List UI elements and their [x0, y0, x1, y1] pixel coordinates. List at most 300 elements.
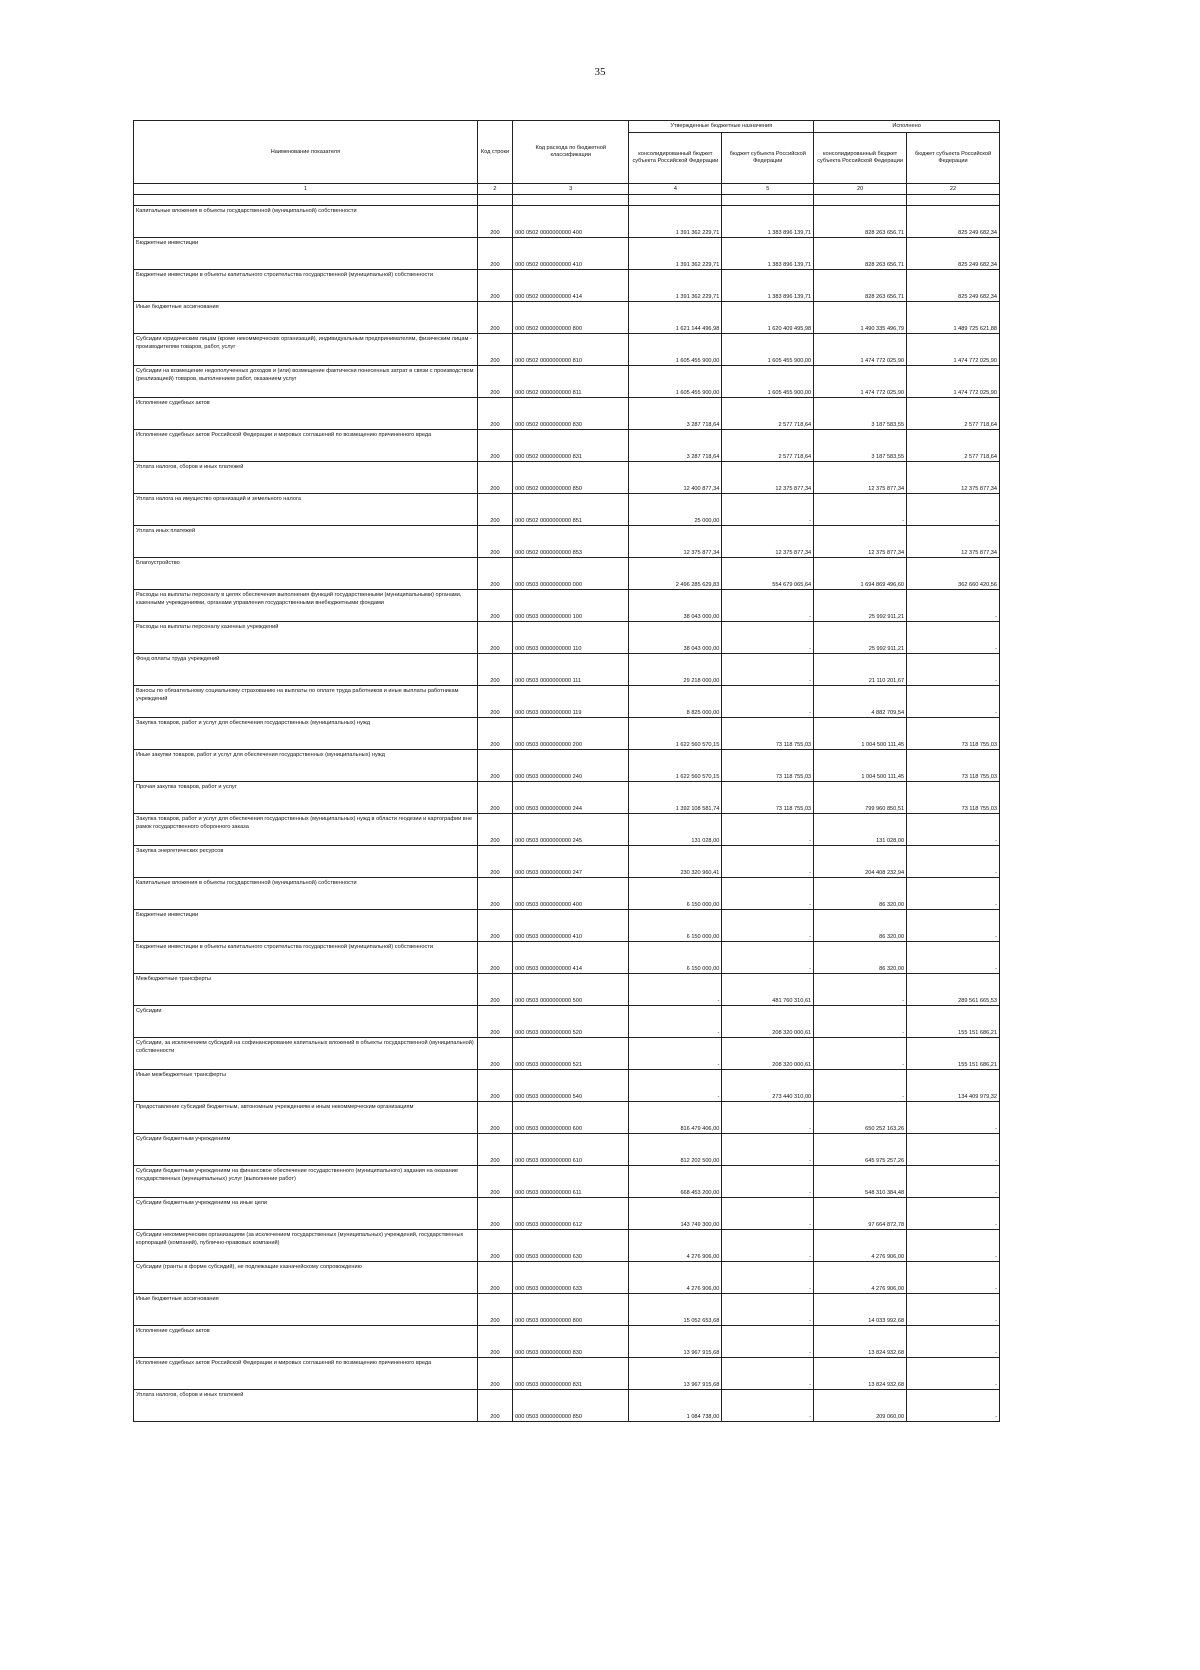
row-name: Субсидии бюджетным учреждениям на финансовое обеспечение государственного (муниципального) задания на оказание государственных (муниципальных) услуг (выполнение работ): [134, 1166, 478, 1198]
executed-consolidated-value: 86 320,00: [814, 878, 907, 910]
row-name: Субсидии (гранты в форме субсидий), не подлежащие казначейскому сопровождению: [134, 1262, 478, 1294]
row-line-code: 200: [477, 654, 512, 686]
row-budget-code: 000 0503 0000000000 611: [513, 1166, 629, 1198]
empty-value-dash: -: [995, 1190, 997, 1196]
row-line-code: 200: [477, 1390, 512, 1422]
row-name: Расходы на выплаты персоналу казенных учреждений: [134, 622, 478, 654]
header-executed-subject: бюджет субъекта Российской Федерации: [907, 133, 1000, 184]
approved-consolidated-value: 1 391 362 229,71: [629, 206, 722, 238]
row-line-code: 200: [477, 590, 512, 622]
approved-consolidated-value: 6 150 000,00: [629, 942, 722, 974]
empty-value-dash: -: [995, 1158, 997, 1164]
executed-consolidated-value: [814, 494, 907, 526]
approved-consolidated-value: 1 622 560 570,15: [629, 718, 722, 750]
row-line-code: 200: [477, 238, 512, 270]
table-row: [134, 430, 1000, 462]
executed-consolidated-value: 86 320,00: [814, 942, 907, 974]
row-line-code: 200: [477, 526, 512, 558]
empty-value-dash: -: [717, 1062, 720, 1068]
approved-subject-value: 73 118 755,03: [722, 782, 814, 814]
row-name: Уплата налогов, сборов и иных платежей: [134, 462, 478, 494]
row-line-code: 200: [477, 1198, 512, 1230]
row-line-code: 200: [477, 270, 512, 302]
row-name: Исполнение судебных актов: [134, 398, 478, 430]
row-budget-code: 000 0503 0000000000 850: [513, 1390, 629, 1422]
empty-value-dash: -: [995, 902, 997, 908]
empty-value-dash: -: [995, 1222, 997, 1228]
row-name: Бюджетные инвестиции: [134, 238, 478, 270]
empty-value-dash: -: [809, 646, 812, 652]
empty-value-dash: -: [902, 998, 905, 1004]
column-number: 2: [477, 184, 512, 195]
row-line-code: 200: [477, 814, 512, 846]
row-budget-code: 000 0503 0000000000 247: [513, 846, 629, 878]
row-name: Бюджетные инвестиции в объекты капитального строительства государственной (муниципальной) собственности: [134, 942, 478, 974]
approved-subject-value: [722, 814, 814, 846]
row-line-code: 200: [477, 1230, 512, 1262]
approved-subject-value: 554 679 065,64: [722, 558, 814, 590]
row-budget-code: 000 0503 0000000000 633: [513, 1262, 629, 1294]
executed-consolidated-value: 1 004 500 111,45: [814, 718, 907, 750]
approved-subject-value: 1 605 455 900,00: [722, 366, 814, 398]
executed-consolidated-value: 4 276 906,00: [814, 1262, 907, 1294]
empty-value-dash: -: [809, 518, 812, 524]
executed-consolidated-value: [814, 1006, 907, 1038]
row-budget-code: 000 0503 0000000000 119: [513, 686, 629, 718]
executed-subject-value: [907, 1262, 1000, 1294]
row-budget-code: 000 0503 0000000000 630: [513, 1230, 629, 1262]
table-row: [134, 334, 1000, 366]
empty-value-dash: -: [809, 1286, 812, 1292]
executed-consolidated-value: 3 187 583,55: [814, 398, 907, 430]
table-row: [134, 366, 1000, 398]
row-budget-code: 000 0503 0000000000 612: [513, 1198, 629, 1230]
empty-value-dash: -: [995, 1350, 997, 1356]
empty-value-dash: -: [995, 646, 997, 652]
row-name: Субсидии на возмещение недополученных доходов и (или) возмещение фактически понесенных затрат в связи с производством (реализацией) товаров, выполнением работ, оказанием услуг: [134, 366, 478, 398]
row-budget-code: 000 0503 0000000000 540: [513, 1070, 629, 1102]
table-body: [134, 195, 1000, 1422]
empty-value-dash: -: [809, 1350, 812, 1356]
executed-consolidated-value: 1 490 335 496,79: [814, 302, 907, 334]
row-line-code: 200: [477, 366, 512, 398]
executed-subject-value: [907, 590, 1000, 622]
approved-subject-value: 1 383 896 139,71: [722, 206, 814, 238]
approved-subject-value: 73 118 755,03: [722, 750, 814, 782]
table-row: [134, 654, 1000, 686]
row-line-code: 200: [477, 430, 512, 462]
executed-subject-value: [907, 1134, 1000, 1166]
executed-subject-value: [907, 1166, 1000, 1198]
executed-consolidated-value: 12 375 877,34: [814, 526, 907, 558]
approved-consolidated-value: [629, 1070, 722, 1102]
row-name: Иные бюджетные ассигнования: [134, 302, 478, 334]
row-name: Исполнение судебных актов Российской Федерации и мировых соглашений по возмещению причиненного вреда: [134, 430, 478, 462]
row-budget-code: 000 0502 0000000000 831: [513, 430, 629, 462]
row-line-code: 200: [477, 718, 512, 750]
table-row: [134, 750, 1000, 782]
approved-subject-value: [722, 1166, 814, 1198]
table-row: [134, 1390, 1000, 1422]
approved-consolidated-value: 3 287 718,64: [629, 398, 722, 430]
row-name: Закупка товаров, работ и услуг для обеспечения государственных (муниципальных) нужд: [134, 718, 478, 750]
empty-value-dash: -: [995, 518, 997, 524]
approved-consolidated-value: 15 052 653,68: [629, 1294, 722, 1326]
executed-subject-value: 825 249 682,34: [907, 206, 1000, 238]
table-row: [134, 974, 1000, 1006]
row-name: Субсидии юридическим лицам (кроме некоммерческих организаций), индивидуальным предпринимателям, физическим лицам - производителям товаров, работ, услуг: [134, 334, 478, 366]
table-row: [134, 1134, 1000, 1166]
row-line-code: 200: [477, 206, 512, 238]
executed-subject-value: 155 151 686,21: [907, 1038, 1000, 1070]
executed-consolidated-value: 86 320,00: [814, 910, 907, 942]
table-row: [134, 1230, 1000, 1262]
row-budget-code: 000 0503 0000000000 245: [513, 814, 629, 846]
row-line-code: 200: [477, 782, 512, 814]
executed-consolidated-value: 12 375 877,34: [814, 462, 907, 494]
row-name: Исполнение судебных актов Российской Федерации и мировых соглашений по возмещению причиненного вреда: [134, 1358, 478, 1390]
executed-consolidated-value: 131 028,00: [814, 814, 907, 846]
executed-subject-value: [907, 622, 1000, 654]
header-executed-consolidated: консолидированный бюджет субъекта Российской Федерации: [814, 133, 907, 184]
executed-subject-value: 155 151 686,21: [907, 1006, 1000, 1038]
empty-value-dash: -: [809, 870, 812, 876]
table-row: [134, 302, 1000, 334]
approved-consolidated-value: 6 150 000,00: [629, 910, 722, 942]
empty-value-dash: -: [995, 710, 997, 716]
executed-consolidated-value: 204 408 232,94: [814, 846, 907, 878]
approved-consolidated-value: 668 453 200,00: [629, 1166, 722, 1198]
executed-consolidated-value: 25 992 911,21: [814, 622, 907, 654]
executed-consolidated-value: 645 975 257,26: [814, 1134, 907, 1166]
executed-consolidated-value: 1 004 500 111,45: [814, 750, 907, 782]
table-row: [134, 398, 1000, 430]
executed-subject-value: [907, 814, 1000, 846]
approved-consolidated-value: 1 605 455 900,00: [629, 334, 722, 366]
row-line-code: 200: [477, 334, 512, 366]
row-line-code: 200: [477, 942, 512, 974]
empty-value-dash: -: [809, 1126, 812, 1132]
executed-consolidated-value: 828 263 656,71: [814, 206, 907, 238]
empty-value-dash: -: [995, 1318, 997, 1324]
executed-subject-value: [907, 942, 1000, 974]
approved-subject-value: [722, 1262, 814, 1294]
executed-consolidated-value: 25 992 911,21: [814, 590, 907, 622]
row-budget-code: 000 0503 0000000000 244: [513, 782, 629, 814]
approved-subject-value: [722, 686, 814, 718]
empty-value-dash: -: [809, 710, 812, 716]
row-budget-code: 000 0502 0000000000 851: [513, 494, 629, 526]
approved-consolidated-value: 4 276 906,00: [629, 1262, 722, 1294]
table-row: [134, 718, 1000, 750]
row-budget-code: 000 0502 0000000000 410: [513, 238, 629, 270]
row-name: Иные закупки товаров, работ и услуг для обеспечения государственных (муниципальных) нужд: [134, 750, 478, 782]
row-name: Расходы на выплаты персоналу в целях обеспечения выполнения функций государственными (муниципальными) органами, казенными учреждениями, органами управления государственными внебюджетными фондами: [134, 590, 478, 622]
approved-consolidated-value: 4 276 906,00: [629, 1230, 722, 1262]
executed-subject-value: 12 375 877,34: [907, 462, 1000, 494]
row-line-code: 200: [477, 1102, 512, 1134]
approved-subject-value: [722, 622, 814, 654]
row-budget-code: 000 0503 0000000000 831: [513, 1358, 629, 1390]
executed-consolidated-value: 828 263 656,71: [814, 238, 907, 270]
column-number: 20: [814, 184, 907, 195]
row-name: Капитальные вложения в объекты государственной (муниципальной) собственности: [134, 206, 478, 238]
approved-subject-value: [722, 654, 814, 686]
row-line-code: 200: [477, 750, 512, 782]
header-approved: Утвержденные бюджетные назначения: [629, 121, 814, 133]
row-name: Субсидии некоммерческим организациям (за исключением государственных (муниципальных) учреждений, государственных корпораций (компаний), публично-правовых компаний): [134, 1230, 478, 1262]
executed-subject-value: 1 474 772 025,90: [907, 334, 1000, 366]
row-budget-code: 000 0503 0000000000 000: [513, 558, 629, 590]
executed-subject-value: [907, 494, 1000, 526]
approved-subject-value: [722, 1198, 814, 1230]
executed-consolidated-value: 21 110 201,67: [814, 654, 907, 686]
approved-subject-value: [722, 878, 814, 910]
executed-subject-value: 825 249 682,34: [907, 238, 1000, 270]
empty-value-dash: -: [902, 1030, 905, 1036]
row-budget-code: 000 0502 0000000000 811: [513, 366, 629, 398]
row-line-code: 200: [477, 462, 512, 494]
empty-value-dash: -: [809, 1158, 812, 1164]
empty-value-dash: -: [809, 1222, 812, 1228]
row-name: Прочая закупка товаров, работ и услуг: [134, 782, 478, 814]
approved-subject-value: [722, 1390, 814, 1422]
header-budget-code: Код расхода по бюджетной классификации: [513, 121, 629, 184]
empty-value-dash: -: [995, 1414, 997, 1420]
empty-value-dash: -: [995, 614, 997, 620]
table-header: [134, 121, 1000, 195]
executed-subject-value: 362 660 420,56: [907, 558, 1000, 590]
table-row: [134, 1294, 1000, 1326]
table-row: [134, 1070, 1000, 1102]
row-budget-code: 000 0502 0000000000 853: [513, 526, 629, 558]
approved-consolidated-value: 13 967 915,68: [629, 1326, 722, 1358]
approved-consolidated-value: [629, 974, 722, 1006]
approved-consolidated-value: 1 605 455 900,00: [629, 366, 722, 398]
approved-subject-value: 73 118 755,03: [722, 718, 814, 750]
column-number: 5: [722, 184, 814, 195]
row-name: Исполнение судебных актов: [134, 1326, 478, 1358]
approved-subject-value: [722, 846, 814, 878]
column-number: 22: [907, 184, 1000, 195]
executed-consolidated-value: 209 060,00: [814, 1390, 907, 1422]
executed-subject-value: 73 118 755,03: [907, 750, 1000, 782]
approved-subject-value: [722, 942, 814, 974]
header-line-code: Код строки: [477, 121, 512, 184]
row-budget-code: 000 0503 0000000000 111: [513, 654, 629, 686]
table-row: [134, 558, 1000, 590]
row-name: Закупка товаров, работ и услуг для обеспечения государственных (муниципальных) нужд в области геодезии и картографии вне рамок государственного оборонного заказа: [134, 814, 478, 846]
row-line-code: 200: [477, 846, 512, 878]
empty-value-dash: -: [995, 1254, 997, 1260]
approved-subject-value: [722, 1326, 814, 1358]
approved-consolidated-value: 25 000,00: [629, 494, 722, 526]
header-approved-subject: бюджет субъекта Российской Федерации: [722, 133, 814, 184]
table-row: [134, 526, 1000, 558]
table-row: [134, 1358, 1000, 1390]
executed-subject-value: [907, 686, 1000, 718]
approved-consolidated-value: 1 084 738,00: [629, 1390, 722, 1422]
row-budget-code: 000 0503 0000000000 100: [513, 590, 629, 622]
executed-consolidated-value: 4 276 906,00: [814, 1230, 907, 1262]
executed-subject-value: 134 409 979,32: [907, 1070, 1000, 1102]
executed-subject-value: [907, 1198, 1000, 1230]
row-line-code: 200: [477, 1166, 512, 1198]
empty-value-dash: -: [809, 678, 812, 684]
header-name: Наименование показателя: [134, 121, 478, 184]
row-budget-code: 000 0503 0000000000 500: [513, 974, 629, 1006]
empty-value-dash: -: [809, 1414, 812, 1420]
row-budget-code: 000 0503 0000000000 414: [513, 942, 629, 974]
empty-value-dash: -: [902, 1062, 905, 1068]
executed-consolidated-value: 13 824 932,68: [814, 1358, 907, 1390]
executed-consolidated-value: 1 474 772 025,90: [814, 366, 907, 398]
executed-subject-value: 1 474 772 025,90: [907, 366, 1000, 398]
row-line-code: 200: [477, 622, 512, 654]
budget-execution-table: [133, 120, 1000, 1422]
approved-consolidated-value: 2 496 285 629,83: [629, 558, 722, 590]
empty-value-dash: -: [717, 998, 720, 1004]
table-row: [134, 494, 1000, 526]
table-row: [134, 814, 1000, 846]
header-approved-consolidated: консолидированный бюджет субъекта Российской Федерации: [629, 133, 722, 184]
approved-consolidated-value: 38 043 000,00: [629, 622, 722, 654]
approved-consolidated-value: [629, 1038, 722, 1070]
empty-value-dash: -: [995, 678, 997, 684]
executed-consolidated-value: 828 263 656,71: [814, 270, 907, 302]
row-budget-code: 000 0503 0000000000 410: [513, 910, 629, 942]
table-row: [134, 206, 1000, 238]
executed-consolidated-value: 4 882 709,54: [814, 686, 907, 718]
row-line-code: 200: [477, 910, 512, 942]
executed-subject-value: 73 118 755,03: [907, 782, 1000, 814]
row-budget-code: 000 0502 0000000000 800: [513, 302, 629, 334]
approved-subject-value: 12 375 877,34: [722, 462, 814, 494]
empty-value-dash: -: [809, 614, 812, 620]
approved-consolidated-value: [629, 1006, 722, 1038]
row-budget-code: 000 0503 0000000000 240: [513, 750, 629, 782]
approved-consolidated-value: 1 621 144 496,98: [629, 302, 722, 334]
executed-consolidated-value: 1 694 869 496,60: [814, 558, 907, 590]
empty-value-dash: -: [995, 838, 997, 844]
row-line-code: 200: [477, 1358, 512, 1390]
approved-consolidated-value: 6 150 000,00: [629, 878, 722, 910]
table-row: [134, 622, 1000, 654]
executed-subject-value: 1 489 725 621,88: [907, 302, 1000, 334]
table-row: [134, 1006, 1000, 1038]
executed-subject-value: [907, 846, 1000, 878]
approved-subject-value: 2 577 718,64: [722, 398, 814, 430]
executed-subject-value: [907, 910, 1000, 942]
empty-value-dash: -: [995, 870, 997, 876]
empty-value-dash: -: [809, 902, 812, 908]
executed-subject-value: 12 375 877,34: [907, 526, 1000, 558]
row-line-code: 200: [477, 1134, 512, 1166]
empty-value-dash: -: [809, 934, 812, 940]
row-budget-code: 000 0502 0000000000 850: [513, 462, 629, 494]
executed-subject-value: [907, 654, 1000, 686]
table-row: [134, 270, 1000, 302]
row-line-code: 200: [477, 974, 512, 1006]
empty-value-dash: -: [995, 1382, 997, 1388]
row-budget-code: 000 0502 0000000000 810: [513, 334, 629, 366]
row-budget-code: 000 0503 0000000000 830: [513, 1326, 629, 1358]
approved-subject-value: [722, 1134, 814, 1166]
row-budget-code: 000 0503 0000000000 800: [513, 1294, 629, 1326]
approved-consolidated-value: 816 479 406,00: [629, 1102, 722, 1134]
row-name: Предоставление субсидий бюджетным, автономным учреждениям и иным некоммерческим организациям: [134, 1102, 478, 1134]
executed-consolidated-value: 14 033 992,68: [814, 1294, 907, 1326]
executed-consolidated-value: 650 252 163,26: [814, 1102, 907, 1134]
row-line-code: 200: [477, 1006, 512, 1038]
approved-consolidated-value: 812 202 500,00: [629, 1134, 722, 1166]
executed-subject-value: [907, 1294, 1000, 1326]
column-number: 4: [629, 184, 722, 195]
row-name: Взносы по обязательному социальному страхованию на выплаты по оплате труда работников и иные выплаты работникам учреждений: [134, 686, 478, 718]
approved-subject-value: [722, 590, 814, 622]
table-row: [134, 1262, 1000, 1294]
executed-subject-value: [907, 1358, 1000, 1390]
empty-value-dash: -: [809, 966, 812, 972]
empty-value-dash: -: [809, 1318, 812, 1324]
table-row: [134, 846, 1000, 878]
empty-value-dash: -: [995, 966, 997, 972]
row-name: Иные межбюджетные трансферты: [134, 1070, 478, 1102]
row-line-code: 200: [477, 398, 512, 430]
approved-consolidated-value: 1 622 560 570,15: [629, 750, 722, 782]
row-name: Бюджетные инвестиции в объекты капитального строительства государственной (муниципальной) собственности: [134, 270, 478, 302]
row-line-code: 200: [477, 558, 512, 590]
empty-value-dash: -: [717, 1030, 720, 1036]
executed-subject-value: 2 577 718,64: [907, 430, 1000, 462]
approved-subject-value: [722, 494, 814, 526]
executed-consolidated-value: 548 310 384,48: [814, 1166, 907, 1198]
table-row: [134, 1038, 1000, 1070]
table-row: [134, 878, 1000, 910]
table-row: [134, 462, 1000, 494]
row-budget-code: 000 0502 0000000000 400: [513, 206, 629, 238]
approved-consolidated-value: 1 391 362 229,71: [629, 238, 722, 270]
row-budget-code: 000 0503 0000000000 200: [513, 718, 629, 750]
approved-consolidated-value: 8 825 000,00: [629, 686, 722, 718]
approved-consolidated-value: 131 028,00: [629, 814, 722, 846]
empty-value-dash: -: [809, 1190, 812, 1196]
executed-consolidated-value: [814, 974, 907, 1006]
executed-consolidated-value: 3 187 583,55: [814, 430, 907, 462]
row-name: Субсидии, за исключением субсидий на софинансирование капитальных вложений в объекты государственной (муниципальной) собственности: [134, 1038, 478, 1070]
row-line-code: 200: [477, 1294, 512, 1326]
approved-consolidated-value: 38 043 000,00: [629, 590, 722, 622]
executed-consolidated-value: [814, 1070, 907, 1102]
executed-subject-value: 825 249 682,34: [907, 270, 1000, 302]
table-row: [134, 1198, 1000, 1230]
empty-value-dash: -: [995, 1286, 997, 1292]
empty-value-dash: -: [902, 1094, 905, 1100]
column-number: 3: [513, 184, 629, 195]
empty-value-dash: -: [995, 1126, 997, 1132]
approved-subject-value: 1 383 896 139,71: [722, 238, 814, 270]
approved-consolidated-value: 1 392 108 581,74: [629, 782, 722, 814]
executed-subject-value: [907, 1102, 1000, 1134]
row-budget-code: 000 0503 0000000000 520: [513, 1006, 629, 1038]
approved-subject-value: [722, 1294, 814, 1326]
table-row: [134, 942, 1000, 974]
row-budget-code: 000 0502 0000000000 414: [513, 270, 629, 302]
executed-subject-value: 289 561 665,53: [907, 974, 1000, 1006]
row-budget-code: 000 0503 0000000000 521: [513, 1038, 629, 1070]
executed-consolidated-value: [814, 1038, 907, 1070]
executed-consolidated-value: 13 824 932,68: [814, 1326, 907, 1358]
